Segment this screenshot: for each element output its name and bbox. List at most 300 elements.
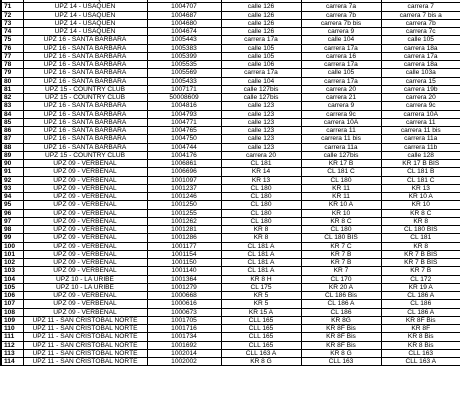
upz-cell: UPZ 09 - VERBENAL [23, 242, 147, 250]
table-row [1, 217, 460, 225]
main-street-cell: CL 180 [221, 193, 301, 201]
upz-cell: UPZ 09 - VERBENAL [23, 292, 147, 300]
table-row [1, 349, 460, 357]
table-row [1, 242, 460, 250]
from-street-cell: carrera 16 [301, 52, 381, 60]
table-row [1, 226, 460, 234]
row-number-cell: 95 [1, 201, 23, 209]
segment-id-cell: 1004744 [147, 143, 221, 151]
segment-id-cell: 1004674 [147, 28, 221, 36]
table-row [1, 85, 460, 93]
from-street-cell: KR 8G [301, 316, 381, 324]
segment-id-cell: 1001281 [147, 226, 221, 234]
table-row [1, 160, 460, 168]
table-row [1, 341, 460, 349]
upz-cell: UPZ 11 - SAN CRISTÓBAL NORTE [23, 325, 147, 333]
from-street-cell: carrera 9 [301, 102, 381, 110]
from-street-cell: CL 180 [301, 226, 381, 234]
upz-cell: UPZ 11 - SAN CRISTÓBAL NORTE [23, 316, 147, 324]
from-street-cell: calle 127bis [301, 151, 381, 159]
segment-id-cell: 1005399 [147, 52, 221, 60]
upz-cell: UPZ 11 - SAN CRISTÓBAL NORTE [23, 341, 147, 349]
table-row [1, 28, 460, 36]
from-street-cell: KR 7 [301, 267, 381, 275]
main-street-cell: CL 175 [221, 283, 301, 291]
segment-id-cell: 1001734 [147, 333, 221, 341]
to-street-cell: carrera 11a [381, 135, 460, 143]
from-street-cell: CL 181 C [301, 168, 381, 176]
to-street-cell: calle 105 [381, 36, 460, 44]
from-street-cell: CLL 163 [301, 358, 381, 366]
segment-id-cell: 1001364 [147, 275, 221, 283]
to-street-cell: CLL 163 [381, 349, 460, 357]
main-street-cell: KR 5 [221, 292, 301, 300]
from-street-cell: CL 180 BIS [301, 234, 381, 242]
from-street-cell: KR 7 C [301, 242, 381, 250]
segment-id-cell: 1002014 [147, 349, 221, 357]
to-street-cell: carrera 7 [381, 3, 460, 11]
main-street-cell: CL 181 A [221, 250, 301, 258]
table-row [1, 259, 460, 267]
row-number-cell: 113 [1, 349, 23, 357]
segment-id-cell: 1005569 [147, 69, 221, 77]
from-street-cell: KR 11 [301, 184, 381, 192]
row-number-cell: 100 [1, 242, 23, 250]
to-street-cell: CLL 163 A [381, 358, 460, 366]
to-street-cell: KR 10 A [381, 193, 460, 201]
table-row [1, 184, 460, 192]
table-row [1, 94, 460, 102]
from-street-cell: carrera 17a [301, 77, 381, 85]
main-street-cell: KR 5 [221, 300, 301, 308]
to-street-cell: KR 13 [381, 184, 460, 192]
upz-cell: UPZ 16 - SANTA BARBARA [23, 69, 147, 77]
segment-id-cell: 1001150 [147, 259, 221, 267]
row-number-cell: 99 [1, 234, 23, 242]
table-row [1, 110, 460, 118]
from-street-cell: carrera 20 [301, 85, 381, 93]
upz-cell: UPZ 09 - VERBENAL [23, 217, 147, 225]
row-number-cell: 98 [1, 226, 23, 234]
segment-id-cell: 1001255 [147, 209, 221, 217]
main-street-cell: calle 123 [221, 135, 301, 143]
table-row [1, 193, 460, 201]
main-street-cell: CLL 165 [221, 341, 301, 349]
upz-cell: UPZ 09 - VERBENAL [23, 234, 147, 242]
to-street-cell: CL 181 C [381, 176, 460, 184]
to-street-cell: KR 7 B BIS [381, 259, 460, 267]
main-street-cell: CL 181 [221, 160, 301, 168]
from-street-cell: carrera 17a [301, 44, 381, 52]
row-number-cell: 83 [1, 102, 23, 110]
row-number-cell: 76 [1, 44, 23, 52]
to-street-cell: carrera 18a [381, 44, 460, 52]
to-street-cell: KR 8 [381, 242, 460, 250]
segment-id-cell: 1006861 [147, 160, 221, 168]
from-street-cell: calle 105 [301, 69, 381, 77]
upz-cell: UPZ 14 - USAQUÉN [23, 11, 147, 19]
upz-cell: UPZ 09 - VERBENAL [23, 193, 147, 201]
table-body [1, 0, 460, 366]
table-row [1, 102, 460, 110]
table-row [1, 69, 460, 77]
upz-cell: UPZ 16 - SANTA BARBARA [23, 44, 147, 52]
row-number-cell: 73 [1, 19, 23, 27]
upz-cell: UPZ 15 - COUNTRY CLUB [23, 94, 147, 102]
to-street-cell: carrera 11 bis [381, 127, 460, 135]
segment-id-cell: 1004750 [147, 135, 221, 143]
row-number-cell: 114 [1, 358, 23, 366]
segment-id-cell: 1001692 [147, 341, 221, 349]
row-number-cell: 90 [1, 160, 23, 168]
table-row [1, 36, 460, 44]
row-number-cell: 107 [1, 300, 23, 308]
upz-cell: UPZ 09 - VERBENAL [23, 168, 147, 176]
segment-id-cell: 1001140 [147, 267, 221, 275]
to-street-cell: carrera 17a [381, 52, 460, 60]
main-street-cell: CL 180 [221, 201, 301, 209]
to-street-cell: carrera 7c [381, 28, 460, 36]
table-row [1, 283, 460, 291]
main-street-cell: CLL 165 [221, 316, 301, 324]
main-street-cell: CL 181 A [221, 259, 301, 267]
upz-cell: UPZ 09 - VERBENAL [23, 160, 147, 168]
row-number-cell: 84 [1, 110, 23, 118]
main-street-cell: KR 8 G [221, 358, 301, 366]
upz-cell: UPZ 09 - VERBENAL [23, 201, 147, 209]
to-street-cell: CL 186 A [381, 292, 460, 300]
upz-cell: UPZ 14 - USAQUÉN [23, 3, 147, 11]
row-number-cell: 89 [1, 151, 23, 159]
from-street-cell: carrera 9 [301, 28, 381, 36]
table-row [1, 267, 460, 275]
upz-cell: UPZ 16 - SANTA BARBARA [23, 135, 147, 143]
row-number-cell: 106 [1, 292, 23, 300]
segment-id-cell: 1005535 [147, 61, 221, 69]
to-street-cell: carrera 11b [381, 143, 460, 151]
table-row [1, 325, 460, 333]
main-street-cell: CLL 163 A [221, 349, 301, 357]
to-street-cell: carrera 10A [381, 110, 460, 118]
upz-cell: UPZ 11 - SAN CRISTÓBAL NORTE [23, 333, 147, 341]
from-street-cell: KR 8 G [301, 349, 381, 357]
to-street-cell: carrera 15 [381, 77, 460, 85]
main-street-cell: KR 14 [221, 168, 301, 176]
from-street-cell: CL 186 Bis [301, 292, 381, 300]
main-street-cell: calle 105 [221, 52, 301, 60]
table-row [1, 3, 460, 11]
to-street-cell: KR 19 A [381, 283, 460, 291]
segment-id-cell: 50008609 [147, 94, 221, 102]
segment-id-cell: 1005433 [147, 77, 221, 85]
from-street-cell: carrera 11 bis [301, 135, 381, 143]
segment-id-cell: 1001262 [147, 217, 221, 225]
segment-id-cell: 1004687 [147, 11, 221, 19]
from-street-cell: carrera 17a [301, 61, 381, 69]
row-number-cell: 79 [1, 69, 23, 77]
table-row [1, 127, 460, 135]
segment-id-cell: 1000673 [147, 308, 221, 316]
to-street-cell: CL 186 A [381, 308, 460, 316]
main-street-cell: calle 104 [221, 77, 301, 85]
segment-id-cell: 1004793 [147, 110, 221, 118]
main-street-cell: KR 8 [221, 234, 301, 242]
table-row [1, 209, 460, 217]
row-number-cell: 92 [1, 176, 23, 184]
upz-cell: UPZ 16 - SANTA BARBARA [23, 127, 147, 135]
row-number-cell: 75 [1, 36, 23, 44]
main-street-cell: CLL 165 [221, 333, 301, 341]
segment-id-cell: 1004771 [147, 118, 221, 126]
segment-id-cell: 1001097 [147, 176, 221, 184]
to-street-cell: KR 8F Bis [381, 316, 460, 324]
main-street-cell: CL 180 [221, 209, 301, 217]
upz-cell: UPZ 11 - SAN CRISTÓBAL NORTE [23, 349, 147, 357]
row-number-cell: 81 [1, 85, 23, 93]
table-row [1, 77, 460, 85]
main-street-cell: CL 181 A [221, 242, 301, 250]
table-row [1, 250, 460, 258]
segment-id-cell: 1005383 [147, 44, 221, 52]
table-row [1, 151, 460, 159]
segment-id-cell: 1004816 [147, 102, 221, 110]
row-number-cell: 86 [1, 127, 23, 135]
to-street-cell: KR 8 C [381, 209, 460, 217]
row-number-cell: 71 [1, 3, 23, 11]
row-number-cell: 97 [1, 217, 23, 225]
table-row [1, 19, 460, 27]
from-street-cell: carrera 7a [301, 3, 381, 11]
from-street-cell: carrera 10A [301, 118, 381, 126]
from-street-cell: carrera 11 [301, 127, 381, 135]
segment-id-cell: 1000616 [147, 300, 221, 308]
row-number-cell: 91 [1, 168, 23, 176]
main-street-cell: CLL 165 [221, 325, 301, 333]
segment-id-cell: 1007171 [147, 85, 221, 93]
upz-cell: UPZ 11 - SAN CRISTÓBAL NORTE [23, 358, 147, 366]
main-street-cell: CL 181 A [221, 267, 301, 275]
upz-cell: UPZ 15 - COUNTRY CLUB [23, 151, 147, 159]
to-street-cell: KR 17 B BIS [381, 160, 460, 168]
row-number-cell: 87 [1, 135, 23, 143]
main-street-cell: calle 127bis [221, 85, 301, 93]
main-street-cell: KR 13 [221, 176, 301, 184]
from-street-cell: CL 186 A [301, 300, 381, 308]
table-row [1, 308, 460, 316]
to-street-cell: CL 180 BIS [381, 226, 460, 234]
row-number-cell: 105 [1, 283, 23, 291]
from-street-cell: KR 8F Bis [301, 341, 381, 349]
row-number-cell: 96 [1, 209, 23, 217]
table-row [1, 292, 460, 300]
upz-cell: UPZ 16 - SANTA BARBARA [23, 118, 147, 126]
from-street-cell: carrera 11a [301, 143, 381, 151]
from-street-cell: CL 170 [301, 275, 381, 283]
from-street-cell: KR 8 C [301, 217, 381, 225]
upz-cell: UPZ 09 - VERBENAL [23, 300, 147, 308]
table-row [1, 135, 460, 143]
row-number-cell: 82 [1, 94, 23, 102]
row-number-cell: 110 [1, 325, 23, 333]
upz-cell: UPZ 10 - LA URIBE [23, 283, 147, 291]
upz-cell: UPZ 09 - VERBENAL [23, 226, 147, 234]
from-street-cell: KR 11 [301, 193, 381, 201]
row-number-cell: 103 [1, 267, 23, 275]
segment-id-cell: 1001237 [147, 184, 221, 192]
main-street-cell: KR 8 H [221, 275, 301, 283]
row-number-cell: 112 [1, 341, 23, 349]
table-row [1, 168, 460, 176]
to-street-cell: calle 128 [381, 151, 460, 159]
table-row [1, 118, 460, 126]
segment-id-cell: 1001716 [147, 325, 221, 333]
upz-cell: UPZ 16 - SANTA BARBARA [23, 143, 147, 151]
row-number-cell: 94 [1, 193, 23, 201]
to-street-cell: CL 172 [381, 275, 460, 283]
from-street-cell: KR 10 A [301, 201, 381, 209]
from-street-cell: KR 8F Bis [301, 333, 381, 341]
from-street-cell: carrera 21 [301, 94, 381, 102]
main-street-cell: calle 126 [221, 28, 301, 36]
upz-cell: UPZ 15 - COUNTRY CLUB [23, 85, 147, 93]
to-street-cell: carrera 7 bis a [381, 11, 460, 19]
to-street-cell: KR 7 B BIS [381, 250, 460, 258]
table-row [1, 201, 460, 209]
segment-id-cell: 1001705 [147, 316, 221, 324]
main-street-cell: calle 123 [221, 110, 301, 118]
row-number-cell: 88 [1, 143, 23, 151]
main-street-cell: calle 126 [221, 11, 301, 19]
to-street-cell: carrera 11 [381, 118, 460, 126]
main-street-cell: calle 106 [221, 61, 301, 69]
table-row [1, 275, 460, 283]
upz-cell: UPZ 16 - SANTA BARBARA [23, 52, 147, 60]
segment-id-cell: 1004707 [147, 3, 221, 11]
main-street-cell: calle 126 [221, 3, 301, 11]
table-row [1, 300, 460, 308]
main-street-cell: CL 180 [221, 184, 301, 192]
to-street-cell: KR 8 [381, 217, 460, 225]
upz-cell: UPZ 16 - SANTA BARBARA [23, 61, 147, 69]
segment-id-cell: 1001279 [147, 283, 221, 291]
main-street-cell: carrera 20 [221, 151, 301, 159]
from-street-cell: CL 180 [301, 176, 381, 184]
table-row [1, 61, 460, 69]
upz-cell: UPZ 09 - VERBENAL [23, 184, 147, 192]
segment-id-cell: 1001154 [147, 250, 221, 258]
table-row [1, 358, 460, 366]
row-number-cell: 74 [1, 28, 23, 36]
main-street-cell: calle 123 [221, 143, 301, 151]
main-street-cell: carrera 17a [221, 69, 301, 77]
from-street-cell: carrera 7b [301, 11, 381, 19]
from-street-cell: KR 7 B [301, 259, 381, 267]
main-street-cell: KR 15 A [221, 308, 301, 316]
from-street-cell: KR 17 B [301, 160, 381, 168]
table-row [1, 11, 460, 19]
upz-cell: UPZ 09 - VERBENAL [23, 259, 147, 267]
to-street-cell: KR 7 B [381, 267, 460, 275]
table-row [1, 316, 460, 324]
to-street-cell: KR 8 Bis [381, 333, 460, 341]
row-number-cell: 72 [1, 11, 23, 19]
segment-id-cell: 1001250 [147, 201, 221, 209]
segment-id-cell: 1002002 [147, 358, 221, 366]
segment-id-cell: 1005443 [147, 36, 221, 44]
main-street-cell: calle 123 [221, 118, 301, 126]
table-row [1, 234, 460, 242]
upz-cell: UPZ 10 - LA URIBE [23, 275, 147, 283]
segment-id-cell: 1006696 [147, 168, 221, 176]
upz-cell: UPZ 09 - VERBENAL [23, 250, 147, 258]
from-street-cell: CL 186 [301, 308, 381, 316]
main-street-cell: calle 105 [221, 44, 301, 52]
row-number-cell: 108 [1, 308, 23, 316]
to-street-cell: carrera 9c [381, 102, 460, 110]
to-street-cell: carrera 7b [381, 19, 460, 27]
row-number-cell: 78 [1, 61, 23, 69]
row-number-cell: 101 [1, 250, 23, 258]
upz-cell: UPZ 14 - USAQUÉN [23, 19, 147, 27]
to-street-cell: calle 103a [381, 69, 460, 77]
segment-id-cell: 1004765 [147, 127, 221, 135]
to-street-cell: CL 181 B [381, 168, 460, 176]
upz-cell: UPZ 09 - VERBENAL [23, 209, 147, 217]
row-number-cell: 85 [1, 118, 23, 126]
table-row [1, 52, 460, 60]
upz-cell: UPZ 09 - VERBENAL [23, 176, 147, 184]
upz-cell: UPZ 16 - SANTA BARBARA [23, 36, 147, 44]
from-street-cell: carrera 9c [301, 110, 381, 118]
upz-cell: UPZ 09 - VERBENAL [23, 308, 147, 316]
from-street-cell: KR 10 [301, 209, 381, 217]
main-street-cell: CL 180 [221, 217, 301, 225]
to-street-cell: carrera 18a [381, 61, 460, 69]
table-row [1, 143, 460, 151]
to-street-cell: carrera 20 [381, 94, 460, 102]
segment-id-cell: 1001246 [147, 193, 221, 201]
upz-cell: UPZ 16 - SANTA BARBARA [23, 102, 147, 110]
to-street-cell: carrera 19b [381, 85, 460, 93]
segment-id-cell: 1001286 [147, 234, 221, 242]
main-street-cell: calle 126 [221, 19, 301, 27]
from-street-cell: KR 8F Bis [301, 325, 381, 333]
upz-cell: UPZ 16 - SANTA BARBARA [23, 110, 147, 118]
from-street-cell: KR 20 A [301, 283, 381, 291]
to-street-cell: CL 186 [381, 300, 460, 308]
row-number-cell: 109 [1, 316, 23, 324]
segment-id-cell: 1000668 [147, 292, 221, 300]
from-street-cell: KR 7 B [301, 250, 381, 258]
row-number-cell: 77 [1, 52, 23, 60]
row-number-cell: 80 [1, 77, 23, 85]
to-street-cell: KR 8 Bis [381, 341, 460, 349]
table-row [1, 176, 460, 184]
segment-id-cell: 1004176 [147, 151, 221, 159]
main-street-cell: calle 123 [221, 127, 301, 135]
row-number-cell: 111 [1, 333, 23, 341]
from-street-cell: calle 104 [301, 36, 381, 44]
main-street-cell: KR 8 [221, 226, 301, 234]
table-row [1, 44, 460, 52]
table-row [1, 333, 460, 341]
upz-cell: UPZ 16 - SANTA BARBARA [23, 77, 147, 85]
from-street-cell: carrera 7b bis [301, 19, 381, 27]
row-number-cell: 93 [1, 184, 23, 192]
main-street-cell: calle 123 [221, 102, 301, 110]
row-number-cell: 102 [1, 259, 23, 267]
segment-id-cell: 1004680 [147, 19, 221, 27]
